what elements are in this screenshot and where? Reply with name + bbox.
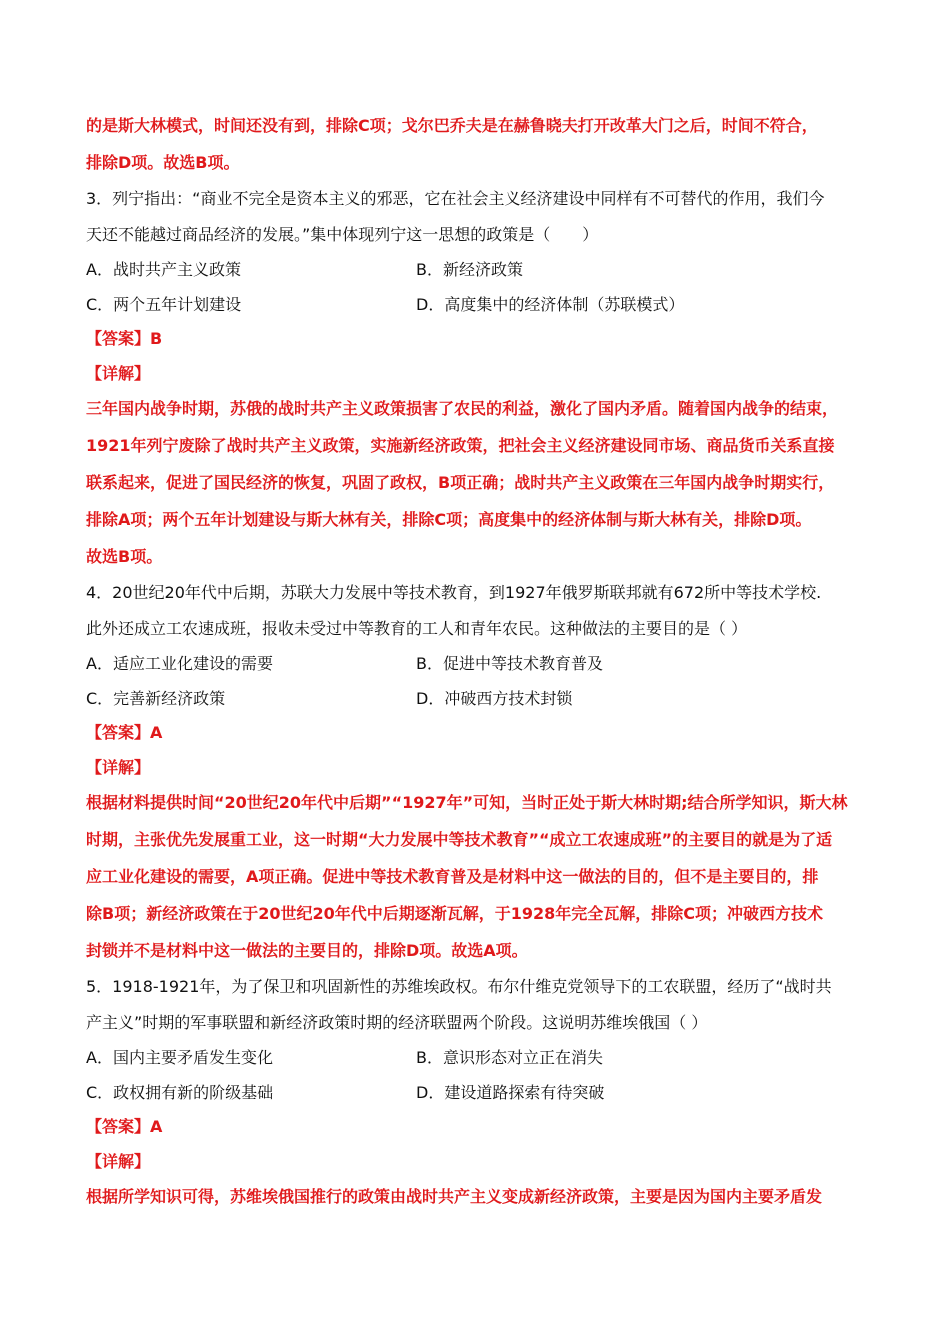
question-5-answer: 【答案】A [86,1117,163,1136]
question-5-detail-label: 【详解】 [86,1152,151,1171]
question-3-detail-line-1: 三年国内战争时期，苏俄的战时共产主义政策损害了农民的利益，激化了国内矛盾。随着国内战争的结束， [86,399,839,418]
question-5-option-d: D．建设道路探索有待突破 [416,1083,605,1102]
question-3-option-a: A．战时共产主义政策 [86,260,241,279]
question-3-detail-line-2: 1921年列宁废除了战时共产主义政策，实施新经济政策，把社会主义经济建设同市场、商品货币关系直接 [86,436,835,455]
question-4-detail-line-3: 应工业化建设的需要，A项正确。促进中等技术教育普及是材料中这一做法的目的，但不是主要目的，排 [86,867,819,886]
question-4-stem-line-1: 4．20世纪20年代中后期，苏联大力发展中等技术教育，到1927年俄罗斯联邦就有672所中等技术学校. [86,583,822,602]
question-3-answer: 【答案】B [86,329,163,348]
question-5-option-c: C．政权拥有新的阶级基础 [86,1083,274,1102]
question-3-detail-line-3: 联系起来，促进了国民经济的恢复，巩固了政权，B项正确；战时共产主义政策在三年国内战争时期实行， [86,473,835,492]
question-4-detail-label: 【详解】 [86,758,151,777]
question-3-detail-label: 【详解】 [86,364,151,383]
question-4-detail-line-1: 根据材料提供时间“20世纪20年代中后期”“1927年”可知，当时正处于斯大林时期;结合所学知识，斯大林 [86,793,848,812]
question-5-detail-line-1: 根据所学知识可得，苏维埃俄国推行的政策由战时共产主义变成新经济政策，主要是因为国内主要矛盾发 [86,1187,823,1206]
question-3-stem-line-1: 3．列宁指出：“商业不完全是资本主义的邪恶，它在社会主义经济建设中同样有不可替代的作用，我们今 [86,189,825,208]
question-3-option-c: C．两个五年计划建设 [86,295,242,314]
question-4-option-b: B．促进中等技术教育普及 [416,654,603,673]
question-3-detail-line-4: 排除A项；两个五年计划建设与斯大林有关，排除C项；高度集中的经济体制与斯大林有关，排除D项。 [86,510,812,529]
question-5-option-b: B．意识形态对立正在消失 [416,1048,603,1067]
prev-detail-line-2: 排除D项。故选B项。 [86,153,240,172]
question-4-option-c: C．完善新经济政策 [86,689,226,708]
question-4-option-d: D．冲破西方技术封锁 [416,689,573,708]
question-4-answer: 【答案】A [86,723,163,742]
question-5-stem-line-1: 5．1918-1921年，为了保卫和巩固新性的苏维埃政权。布尔什维克党领导下的工农联盟，经历了“战时共 [86,977,832,996]
question-5-stem-line-2: 产主义”时期的军事联盟和新经济政策时期的经济联盟两个阶段。这说明苏维埃俄国（ ） [86,1013,708,1032]
question-5-option-a: A．国内主要矛盾发生变化 [86,1048,273,1067]
question-4-detail-line-4: 除B项；新经济政策在于20世纪20年代中后期逐渐瓦解，于1928年完全瓦解，排除C项；冲破西方技术 [86,904,824,923]
question-4-option-a: A．适应工业化建设的需要 [86,654,273,673]
question-4-stem-line-2: 此外还成立工农速成班，报收未受过中等教育的工人和青年农民。这种做法的主要目的是（ ） [86,619,748,638]
question-4-detail-line-5: 封锁并不是材料中这一做法的主要目的，排除D项。故选A项。 [86,941,528,960]
question-3-option-d: D．高度集中的经济体制（苏联模式） [416,295,685,314]
question-4-detail-line-2: 时期，主张优先发展重工业，这一时期“大力发展中等技术教育”“成立工农速成班”的主要目的就是为了适 [86,830,833,849]
question-3-option-b: B．新经济政策 [416,260,523,279]
question-3-stem-line-2: 天还不能越过商品经济的发展。”集中体现列宁这一思想的政策是（ ） [86,225,599,244]
question-3-detail-line-5: 故选B项。 [86,547,163,566]
prev-detail-line-1: 的是斯大林模式，时间还没有到，排除C项；戈尔巴乔夫是在赫鲁晓夫打开改革大门之后，时间不符合， [86,116,818,135]
